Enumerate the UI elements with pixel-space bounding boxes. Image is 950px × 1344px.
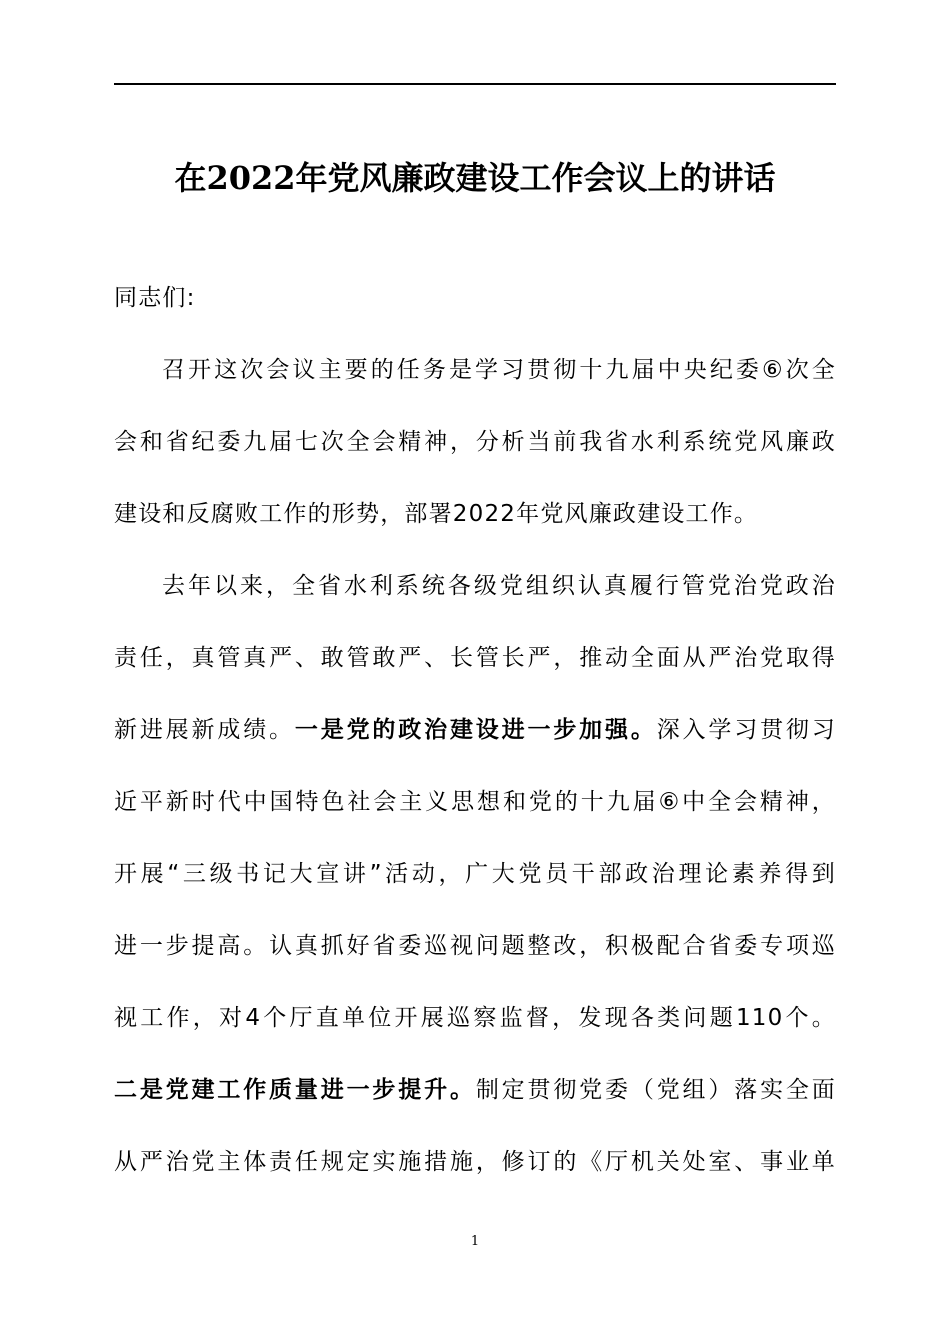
paragraph-line: 从严治党主体责任规定实施措施，修订的《厅机关处室、事业单 xyxy=(114,1149,836,1175)
bold-heading: 一是党的政治建设进一步加强。 xyxy=(294,717,657,743)
text-run: 制定贯彻党委（党组）落实全面 xyxy=(475,1077,836,1103)
paragraph-line: 责任，真管真严、敢管敢严、长管长严，推动全面从严治党取得 xyxy=(114,645,836,671)
text-run: 新进展新成绩。 xyxy=(114,717,295,743)
paragraph-line: 去年以来，全省水利系统各级党组织认真履行管党治党政治 xyxy=(162,573,836,599)
paragraph-line: 召开这次会议主要的任务是学习贯彻十九届中央纪委⑥次全 xyxy=(162,357,836,383)
salutation xyxy=(114,262,836,334)
paragraph-line xyxy=(114,694,836,766)
document-title: 在2022年党风廉政建设工作会议上的讲话 xyxy=(174,159,776,197)
paragraph-line: 进一步提高。认真抓好省委巡视问题整改，积极配合省委专项巡 xyxy=(114,933,836,959)
page-number: 1 xyxy=(470,1234,480,1249)
paragraph-line: 建设和反腐败工作的形势，部署2022年党风廉政建设工作。 xyxy=(114,501,759,527)
paragraph-line: 视工作，对4个厅直单位开展巡察监督，发现各类问题110个。 xyxy=(114,1005,836,1031)
header-rule xyxy=(114,83,836,85)
paragraph-line: 近平新时代中国特色社会主义思想和党的十九届⑥中全会精神， xyxy=(114,789,836,815)
paragraph-line: 开展“三级书记大宣讲”活动，广大党员干部政治理论素养得到 xyxy=(114,861,836,887)
paragraph-line xyxy=(114,1054,836,1126)
text-run: 深入学习贯彻习 xyxy=(656,717,836,743)
salutation-text: 同志们: xyxy=(114,285,196,311)
paragraph-line: 会和省纪委九届七次全会精神，分析当前我省水利系统党风廉政 xyxy=(114,429,836,455)
bold-heading: 二是党建工作质量进一步提升。 xyxy=(114,1077,476,1103)
body-paragraphs xyxy=(114,334,836,1198)
